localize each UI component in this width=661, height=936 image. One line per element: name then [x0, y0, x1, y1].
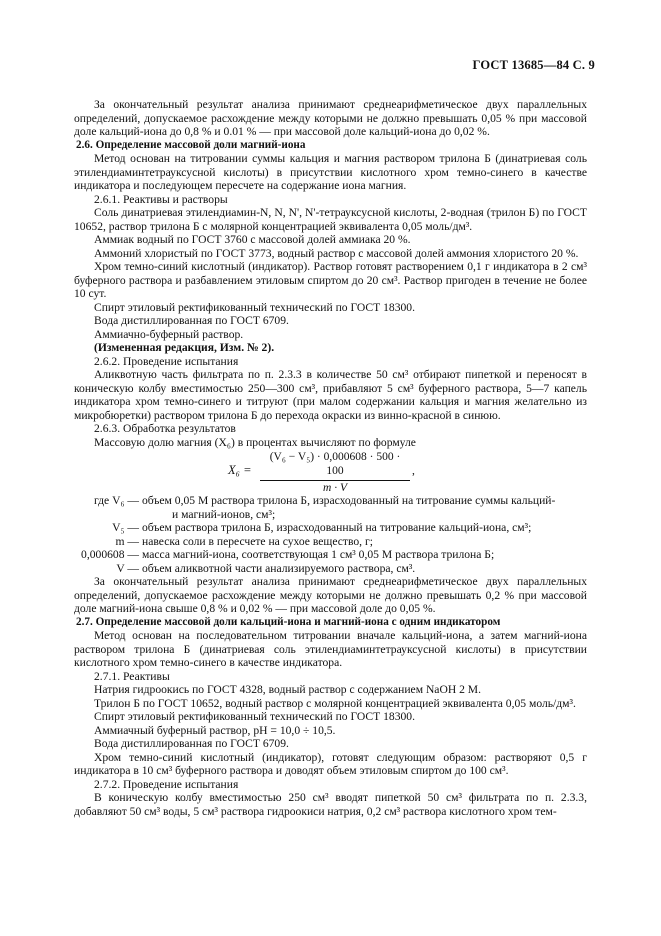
formula-fraction [260, 451, 410, 496]
paragraph: За окончательный результат анализа принимают среднеарифметическое двух параллельных определений, допускаемое расхождение между которыми не должно превышать 0,2 % при массовой доле магний-иона свыше 0,8 % и 0,02 % — при массовой доле до 0,05 %. [74, 575, 587, 615]
legend-term: V₅ — [112, 521, 139, 534]
paragraph: Вода дистиллированная по ГОСТ 6709. [94, 737, 289, 750]
legend-term: V — [116, 561, 139, 575]
section-heading-2-6: 2.6. Определение массовой доли магний-иона [76, 138, 306, 151]
document-body [74, 98, 587, 818]
legend-definition: и магний-ионов, см³; [172, 507, 276, 521]
paragraph: Аммиак водный по ГОСТ 3760 с массовой долей аммиака 20 %. [94, 233, 411, 246]
subsection-heading-2-7-1: 2.7.1. Реактивы [94, 669, 170, 683]
amendment-note: (Измененная редакция, Изм. № 2). [94, 341, 275, 354]
subsection-heading-2-6-3: 2.6.3. Обработка результатов [94, 422, 236, 435]
legend-definition: объем аликвотной части анализируемого раствора, см³. [142, 561, 416, 575]
paragraph: Аммиачно-буферный раствор. [94, 327, 244, 341]
page-header: ГОСТ 13685—84 С. 9 [472, 58, 595, 72]
paragraph: Массовую долю магния (X₆) в процентах вычисляют по формуле [94, 435, 416, 449]
formula-numerator: (V₆ − V₅) · 0,000608 · 500 · 100 [260, 451, 410, 481]
formula-lhs: X₆ = [228, 463, 252, 477]
subsection-heading-2-7-2: 2.7.2. Проведение испытания [94, 777, 239, 791]
paragraph: Метод основан на последовательном титровании вначале кальций-иона, а затем магний-иона раствором трилона Б (динатриевая соль этилендиаминтетрауксусной кислоты) в присутствии кислотного хром темно-синего в качестве индикатора. [74, 629, 587, 669]
paragraph: Хром темно-синий кислотный (индикатор), готовят следующим образом: растворяют 0,5 г индикатора в 10 см³ буферного раствора и доводят объем этиловым спиртом до 100 см³. [74, 750, 587, 777]
legend-row [74, 548, 587, 562]
legend-definition: объем раствора трилона Б, израсходованный на титрование кальций-иона, см³; [142, 521, 532, 534]
subsection-heading-2-6-1: 2.6.1. Реактивы и растворы [94, 192, 228, 206]
paragraph: Спирт этиловый ректификованный технический по ГОСТ 18300. [94, 710, 416, 723]
paragraph: Спирт этиловый ректификованный технический по ГОСТ 18300. [94, 300, 416, 314]
legend-definition: объем 0,05 М раствора трилона Б, израсходованный на титрование суммы кальций- [142, 494, 556, 507]
formula-trail: , [412, 464, 415, 477]
paragraph: Аликвотную часть фильтрата по п. 2.3.3 в количестве 50 см³ отбирают пипеткой и переносят в коническую колбу вместимостью 250—300 см³, прибавляют 5 см³ буферного раствора, 5—7 капель индикатора хром темно-синего и титруют (при малом содержании кальция и магния желательно из микробюретки) раствором трилона Б до перехода окраски из винно-красной в синюю. [74, 368, 587, 422]
paragraph: Соль динатриевая этилендиамин-N, N, N', N'-тетрауксусной кислоты, 2-водная (трилон Б) по ГОСТ 10652, раствор трилона Б с молярной концентрацией эквивалента 0,05 моль/дм³. [74, 206, 587, 233]
legend-row [74, 508, 587, 522]
legend-row [74, 535, 587, 549]
legend-definition: навеска соли в пересчете на сухое вещество, г; [142, 534, 373, 548]
legend-term: 0,000608 — [81, 548, 139, 561]
paragraph: Аммиачный буферный раствор, pH = 10,0 ÷ 10,5. [94, 723, 336, 737]
formula-legend [74, 494, 587, 575]
legend-term: m — [115, 534, 139, 548]
paragraph: Трилон Б по ГОСТ 10652, водный раствор с молярной концентрацией эквивалента 0,05 моль/дм³. [94, 696, 576, 710]
paragraph: Натрия гидроокись по ГОСТ 4328, водный раствор с содержанием NaOH 2 М. [94, 683, 482, 696]
subsection-heading-2-6-2: 2.6.2. Проведение испытания [94, 354, 239, 368]
paragraph: В коническую колбу вместимостью 250 см³ вводят пипеткой 50 см³ фильтрата по п. 2.3.3, добавляют 50 см³ воды, 5 см³ раствора гидроокиси натрия, 0,2 см³ раствора кислотного хром тем- [74, 791, 587, 818]
formula-denominator: m · V [323, 482, 347, 494]
paragraph: Аммоний хлористый по ГОСТ 3773, водный раствор с массовой долей аммония хлористого 20 %. [94, 246, 579, 260]
legend-row [74, 521, 587, 535]
legend-definition: масса магний-иона, соответствующая 1 см³ 0,05 М раствора трилона Б; [142, 548, 495, 561]
paragraph: Хром темно-синий кислотный (индикатор). Раствор готовят растворением 0,1 г индикатора в 2 см³ буферного раствора и разбавлением этиловым спиртом до 20 см³. Раствор пригоден в течение не более 10 сут. [74, 260, 587, 300]
paragraph: Вода дистиллированная по ГОСТ 6709. [94, 314, 289, 327]
legend-term: где V₆ — [93, 494, 139, 507]
formula-x6 [74, 451, 587, 494]
legend-row [74, 562, 587, 576]
paragraph: За окончательный результат анализа принимают среднеарифметическое двух параллельных определений, допускаемое расхождение между которыми не должно превышать 0,05 % при массовой доле кальций-иона до 0,8 % и 0.01 % — при массовой доле кальций-иона до 0,02 %. [74, 98, 587, 138]
legend-row [74, 494, 587, 508]
section-heading-2-7: 2.7. Определение массовой доли кальций-иона и магний-иона с одним индикатором [76, 615, 501, 628]
paragraph: Метод основан на титровании суммы кальция и магния раствором трилона Б (динатриевая соль этилендиаминтетрауксусной кислоты) в присутствии кислотного хром темно-синего в качестве индикатора и последующем пересчете на содержание иона магния. [74, 152, 587, 192]
